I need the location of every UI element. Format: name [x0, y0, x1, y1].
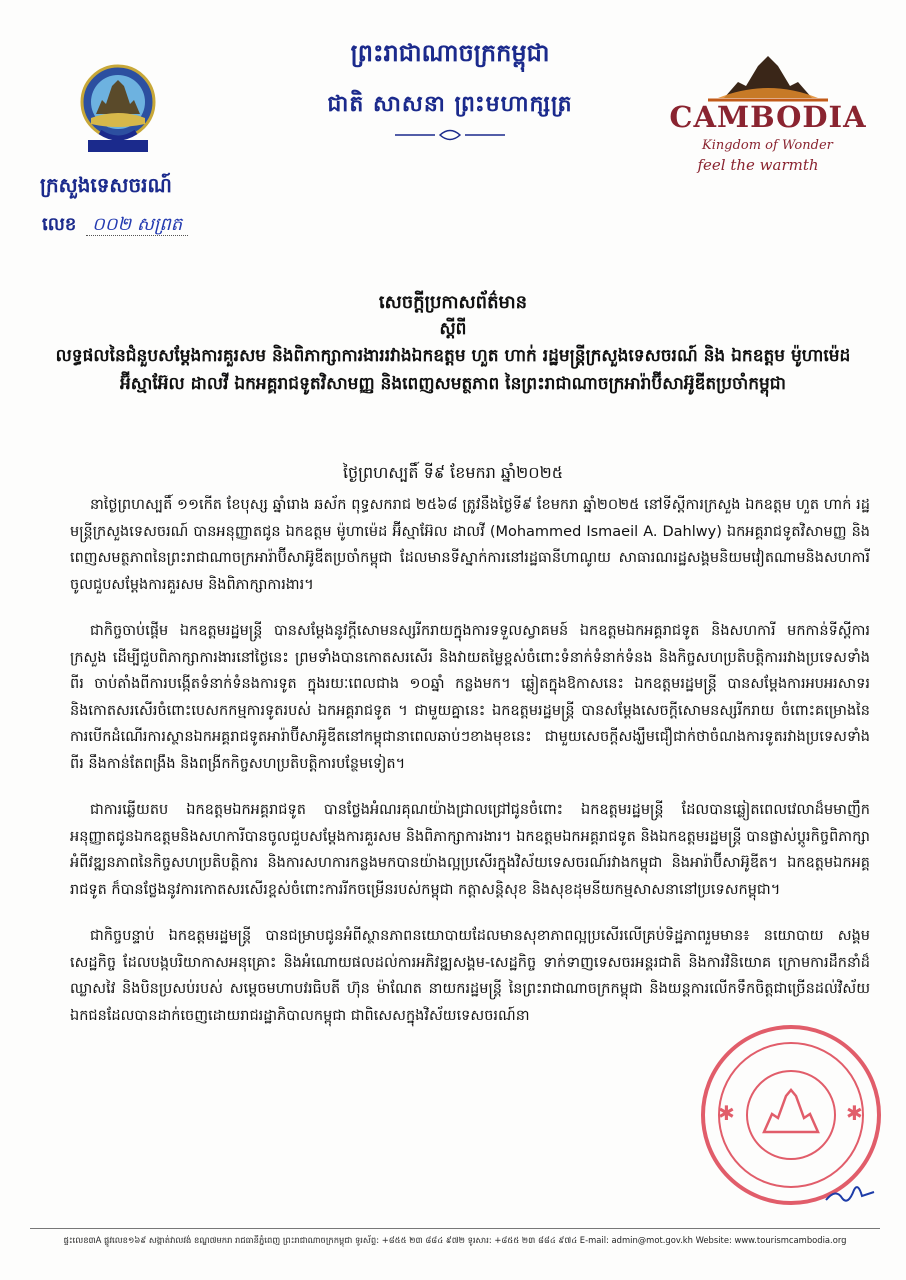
- paragraph-2: ជាកិច្ចចាប់ផ្តើម ឯកឧត្តមរដ្ឋមន្ត្រី បានសម្តែងនូវក្តីសោមនស្សរីករាយក្នុងការទទួលស្វាគមន៍ ឯកឧត្តមឯកអគ្គរាជទូត និងសហការី មកកាន់ទីស្តីការក្រសួង ដើម្បីជួបពិភាក្សាការងារនៅថ្ងៃនេះ ព្រមទាំងបានកោតសរសើរ និងវាយតម្លៃខ្ពស់ចំពោះទំនាក់ទំនាក់ទំនង និងកិច្ចសហប្រតិបត្តិការរវាងប្រទេសទាំងពីរ ចាប់តាំងពីការបង្កើតទំនាក់ទំនងការទូត ក្នុងរយៈពេលជាង ១០ឆ្នាំ កន្លងមក។ ឆ្លៀតក្នុងឱកាសនេះ ឯកឧត្តមរដ្ឋមន្ត្រី បានសម្តែងការអបអរសាទរ និងកោតសរសើរចំពោះបេសកកម្មការទូតរបស់ ឯកអគ្គរាជទូត ។ ជាមួយគ្នានេះ ឯកឧត្តមរដ្ឋមន្ត្រី បានសម្តែងសេចក្តីសោមនស្សរីករាយ ចំពោះគម្រោងនៃការបើកដំណើរការស្ថានឯកអគ្គរាជទូតអារ៉ាប៊ីសាអ៊ូឌីតនៅកម្ពុជានាពេលឆាប់ៗខាងមុខនេះ ជាមួយសេចក្តីសង្ឃឹមជឿជាក់ថាចំណងការទូតរវាងប្រទេសទាំងពីរ នឹងកាន់តែពង្រឹង និងពង្រីកកិច្ចសហប្រតិបត្តិការបន្ថែមទៀត។: [70, 623, 870, 772]
- brand-tagline-2: feel the warmth: [697, 156, 819, 174]
- document-body: [70, 492, 870, 1049]
- ornamental-divider-icon: [395, 128, 505, 142]
- paragraph-1: នាថ្ងៃព្រហស្បតិ៍ ១១កើត ខែបុស្ស ឆ្នាំរោង ឆស័ក ពុទ្ធសករាជ ២៥៦៨ ត្រូវនឹងថ្ងៃទី៩ ខែមករា ឆ្នាំ២០២៥ នៅទីស្តីការក្រសួង ឯកឧត្តម ហួត ហាក់ រដ្ឋមន្ត្រីក្រសួងទេសចរណ៍ បានអនុញ្ញាតជូន ឯកឧត្តម ម៉ូហាម៉េដ អ៊ីស្មាអ៊ែល ដាលវី (Mohammed Ismaeil A. Dahlwy) ឯកអគ្គរាជទូតវិសាមញ្ញ និងពេញសមត្ថភាពនៃព្រះរាជាណាចក្រអារ៉ាប៊ីសាអ៊ូឌីតប្រចាំកម្ពុជា ដែលមានទីស្នាក់ការនៅរដ្ឋធានីហាណូយ សាធារណរដ្ឋសង្គមនិយមវៀតណាមនិងសហការី ចូលជួបសម្តែងការគួរសម និងពិភាក្សាការងារ។: [70, 497, 870, 593]
- svg-text:✱: ✱: [846, 1101, 863, 1125]
- ministry-of-tourism-logo: [78, 60, 158, 160]
- handwritten-signature: [822, 1178, 878, 1208]
- paragraph-3: ជាការឆ្លើយតប ឯកឧត្តមឯកអគ្គរាជទូត បានថ្លែងអំណរគុណយ៉ាងជ្រាលជ្រៅជូនចំពោះ ឯកឧត្តមរដ្ឋមន្ត្រី ដែលបានឆ្លៀតពេលវេលាដ៏មមាញឹកអនុញ្ញាតជូនឯកឧត្តមនិងសហការីបានចូលជួបសម្តែងការគួរសម និងពិភាក្សាការងារ។ ឯកឧត្តមឯកអគ្គរាជទូត និងឯកឧត្តមរដ្ឋមន្ត្រី បានផ្លាស់ប្តូរកិច្ចពិភាក្សាអំពីវឌ្ឍនភាពនៃកិច្ចសហប្រតិបត្តិការ និងការសហការកន្លងមកបានយ៉ាងល្អប្រសើរក្នុងវិស័យទេសចរណ៍រវាងកម្ពុជា និងអារ៉ាប៊ីសាអ៊ូឌីត។ ឯកឧត្តមឯកអគ្គរាជទូត ក៏បានថ្លែងនូវការកោតសរសើរខ្ពស់ចំពោះការរីកចម្រើនរបស់កម្ពុជា កត្តាសន្តិសុខ និងសុខដុមនីយកម្មសាសនានៅប្រទេសកម្ពុជា។: [70, 802, 870, 898]
- reference-value: ០០២ សព្រត: [86, 214, 188, 236]
- paragraph-4: ជាកិច្ចបន្ទាប់ ឯកឧត្តមរដ្ឋមន្ត្រី បានជម្រាបជូនអំពីស្ថានភាពនយោបាយដែលមានសុខាភាពល្អប្រសើរលើគ្រប់ទិដ្ឋភាពរួមមាន៖ នយោបាយ សង្គម សេដ្ឋកិច្ច ដែលបង្កបរិយាកាសអនុគ្រោះ និងអំណោយផលដល់ការអភិវឌ្ឍសង្គម-សេដ្ឋកិច្ច ទាក់ទាញទេសចរអន្តរជាតិ និងការវិនិយោគ ក្រោមការដឹកនាំដ៏ឈ្លាសវៃ និងបិនប្រសប់របស់ សម្តេចមហាបវរធិបតី ហ៊ុន ម៉ាណែត នាយករដ្ឋមន្ត្រី នៃព្រះរាជាណាចក្រកម្ពុជា និងយន្តការលើកទឹកចិត្តជាច្រើនដល់វិស័យឯកជនដែលបានដាក់ចេញដោយរាជរដ្ឋាភិបាលកម្ពុជា ជាពិសេសក្នុងវិស័យទេសចរណ៍នា: [70, 928, 870, 1024]
- reference-label: លេខ: [42, 214, 77, 235]
- kingdom-name: ព្រះរាជាណាចក្រកម្ពុជា: [350, 38, 550, 67]
- document-date: ថ្ងៃព្រហស្បតិ៍ ទី៩ ខែមករា ឆ្នាំ២០២៥: [342, 463, 564, 482]
- document-heading: លទ្ធផលនៃជំនួបសម្តែងការគួរសម និងពិភាក្សាការងាររវាងឯកឧត្តម ហួត ហាក់ រដ្ឋមន្ត្រីក្រសួងទេសចរណ៍ និង ឯកឧត្តម ម៉ូហាម៉េដ អ៊ីស្មាអ៊ែល ដាលវី ឯកអគ្គរាជទូតវិសាមញ្ញ និងពេញសមត្ថភាព នៃព្រះរាជាណាចក្រអារ៉ាប៊ីសាអ៊ូឌីតប្រចាំកម្ពុជា: [55, 346, 851, 394]
- brand-name: CAMBODIA: [669, 100, 867, 134]
- document-title: សេចក្តីប្រកាសព័ត៌មាន: [378, 292, 528, 313]
- cambodia-kingdom-of-wonder-logo: [668, 52, 868, 182]
- ministry-name: ក្រសួងទេសចរណ៍: [40, 173, 172, 197]
- footer-contact-info: ផ្ទះលេខ៣A ផ្លូវលេខ១៦៩ សង្កាត់វាលវង់ ខណ្ឌ៧មករា រាជធានីភ្នំពេញ ព្រះរាជាណាចក្រកម្ពុជា ទូរស័ព្ទ: +៨៥៥ ២៣ ៨៨៤ ៩៧២ ទូរសារ: +៨៥៥ ២៣ ៨៨៤ ៩៧៤ E-mail: admin@mot.gov.kh Website: www.tourismcambodia.org: [30, 1228, 880, 1248]
- reference-number: [42, 212, 188, 239]
- angkor-wat-icon: [668, 52, 868, 102]
- national-motto: ជាតិ សាសនា ព្រះមហាក្សត្រ: [327, 91, 573, 117]
- brand-tagline-1: Kingdom of Wonder: [702, 138, 833, 153]
- svg-text:✱: ✱: [718, 1101, 735, 1125]
- document-subtitle: ស្តីពី: [439, 319, 467, 339]
